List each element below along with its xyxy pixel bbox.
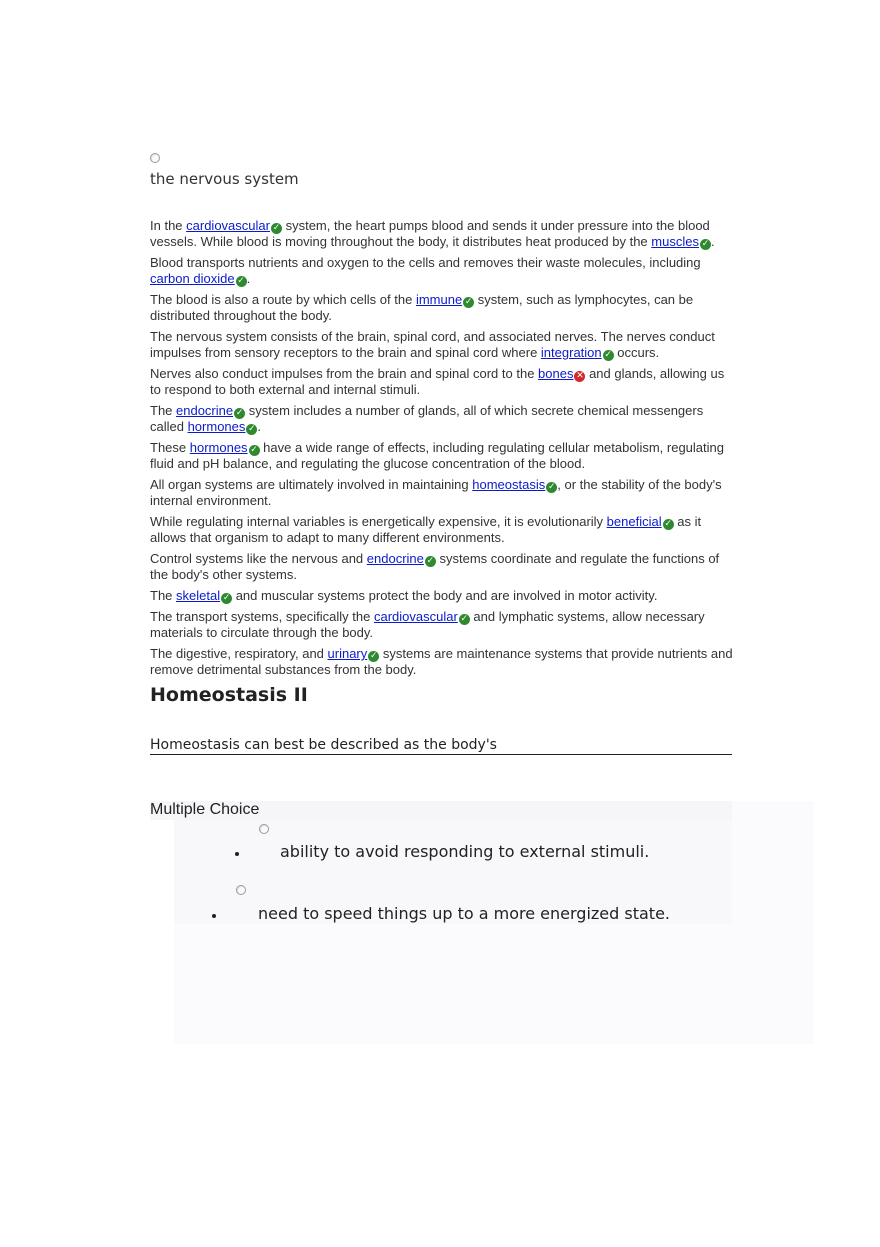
question-prompt: Homeostasis can best be described as the body's [150, 737, 732, 755]
passage-text: system, the heart pumps blood and sends it under pressure into the blood vessels. While blood is moving throughout the body, it distributes heat produced by the [150, 218, 710, 249]
passage-sentence [150, 403, 735, 435]
check-circle-icon: ✓ [464, 297, 473, 307]
answer-blank-link[interactable]: homeostasis [472, 477, 546, 492]
option-radio-icon[interactable] [259, 824, 269, 834]
passage-sentence [150, 646, 735, 678]
answer-blank-link[interactable]: muscles [651, 234, 699, 249]
passage-sentence [150, 588, 735, 604]
answer-blank-link[interactable]: urinary [327, 646, 368, 661]
passage-text: occurs. [613, 345, 660, 360]
passage-text: , or the stability of the body's internal environment. [150, 477, 722, 508]
answer-blank-link[interactable]: hormones [189, 440, 248, 455]
answer-blank-link[interactable]: cardiovascular [373, 609, 458, 624]
check-circle-icon: ✓ [237, 276, 245, 286]
passage-text: systems are maintenance systems that provide nutrients and remove detrimental substances from the body. [150, 646, 733, 677]
option-radio-icon[interactable] [236, 885, 246, 895]
passage-text: Control systems like the nervous and [150, 551, 367, 566]
passage-text: The nervous system consists of the brain, spinal cord, and associated nerves. The nerves conduct impulses from sensory receptors to the brain and spinal cord where [150, 329, 715, 360]
passage-text: The [150, 403, 177, 418]
check-circle-icon: ✓ [426, 556, 435, 566]
option-bullet [235, 852, 239, 856]
passage-text: . [710, 234, 715, 249]
passage-sentence [150, 440, 735, 472]
passage-text: . [246, 271, 251, 286]
passage-sentence [150, 551, 735, 583]
passage-sentence [150, 609, 735, 641]
question-type-label: Multiple Choice [150, 801, 260, 818]
passage-text: as it allows that organism to adapt to many different environments. [150, 514, 702, 545]
check-circle-icon: ✓ [604, 350, 612, 360]
x-circle-icon: ✕ [576, 371, 584, 381]
passage-text: have a wide range of effects, including regulating cellular metabolism, regulating fluid and pH balance, and regulating the glucose concentration of the blood. [150, 440, 724, 471]
check-circle-icon: ✓ [547, 482, 556, 492]
passage-text: These [150, 440, 190, 455]
passage-sentence [150, 292, 735, 324]
passage-text: system includes a number of glands, all of which secrete chemical messengers called [150, 403, 704, 434]
option-text[interactable]: ability to avoid responding to external stimuli. [280, 842, 650, 861]
answer-blank-link[interactable]: skeletal [176, 588, 221, 603]
check-circle-icon: ✓ [250, 445, 258, 455]
passage-sentence [150, 218, 735, 250]
check-circle-icon: ✓ [272, 223, 281, 233]
answer-blank-link[interactable]: endocrine [176, 403, 234, 418]
answer-blank-link[interactable]: carbon dioxide [150, 271, 235, 286]
passage-text: Blood transports nutrients and oxygen to the cells and removes their waste molecules, including [150, 255, 701, 270]
passage-text: . [257, 419, 262, 434]
answer-blank-link[interactable]: integration [540, 345, 602, 360]
check-circle-icon: ✓ [248, 424, 256, 434]
question-radio-icon[interactable] [150, 153, 160, 163]
passage-sentence [150, 366, 735, 398]
passage-sentence [150, 329, 735, 361]
check-circle-icon: ✓ [701, 239, 710, 249]
passage-text: and lymphatic systems, allow necessary materials to circulate through the body. [150, 609, 705, 640]
passage-sentence [150, 514, 735, 546]
passage-text: systems coordinate and regulate the functions of the body's other systems. [150, 551, 720, 582]
passage-text: Nerves also conduct impulses from the brain and spinal cord to the [150, 366, 539, 381]
passage-text: The digestive, respiratory, and [150, 646, 328, 661]
passage-text: While regulating internal variables is energetically expensive, it is evolutionarily [150, 514, 607, 529]
passage-sentence [150, 255, 735, 287]
answer-blank-link[interactable]: hormones [187, 419, 246, 434]
answer-blank-link[interactable]: bones [538, 366, 574, 381]
passage-text: The [150, 588, 177, 603]
passage-text: system, such as lymphocytes, can be distributed throughout the body. [150, 292, 694, 323]
check-circle-icon: ✓ [460, 614, 469, 624]
answer-blank-link[interactable]: cardiovascular [186, 218, 270, 233]
question-title: the nervous system [150, 170, 299, 188]
check-circle-icon: ✓ [664, 519, 672, 529]
answer-blank-link[interactable]: immune [415, 292, 463, 307]
check-circle-icon: ✓ [222, 593, 231, 603]
passage-text: The transport systems, specifically the [150, 609, 374, 624]
passage-text: and glands, allowing us to respond to both external and internal stimuli. [150, 366, 725, 397]
passage-text: The blood is also a route by which cells of the [150, 292, 416, 307]
fill-in-passage [150, 218, 735, 683]
passage-sentence [150, 477, 735, 509]
panel-shade [732, 801, 814, 924]
section-heading: Homeostasis II [150, 684, 308, 706]
passage-text: All organ systems are ultimately involved in maintaining [150, 477, 473, 492]
check-circle-icon: ✓ [235, 408, 244, 418]
answer-blank-link[interactable]: beneficial [606, 514, 662, 529]
passage-text: In the [150, 218, 187, 233]
check-circle-icon: ✓ [369, 651, 378, 661]
option-text[interactable]: need to speed things up to a more energized state. [258, 904, 670, 923]
passage-text: and muscular systems protect the body and are involved in motor activity. [232, 588, 658, 603]
option-bullet [212, 914, 216, 918]
answer-blank-link[interactable]: endocrine [366, 551, 424, 566]
lower-panel [174, 924, 814, 1044]
